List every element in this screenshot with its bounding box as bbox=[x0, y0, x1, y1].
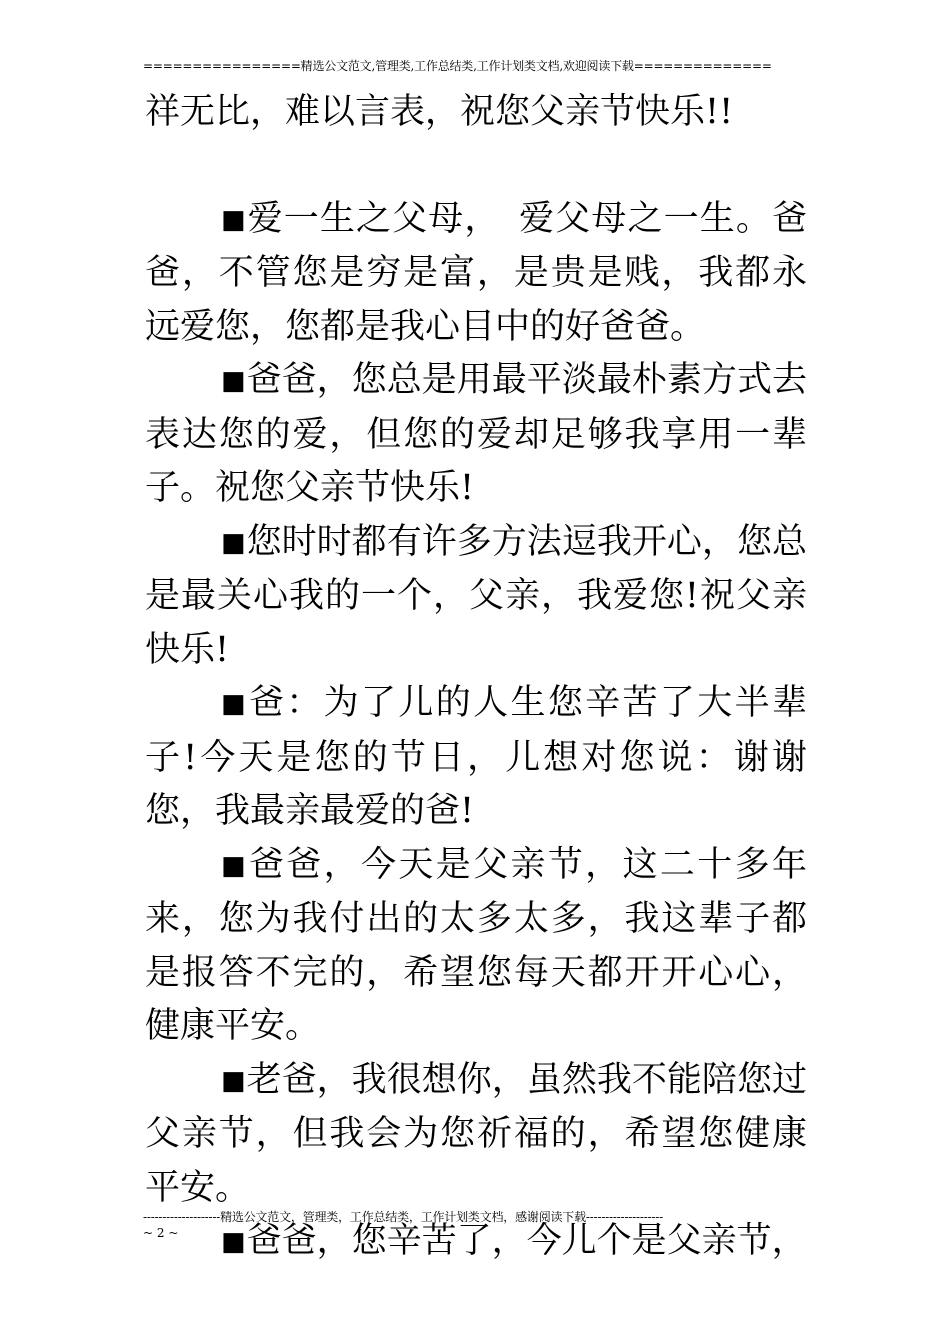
paragraph-text: 老爸，我很想你，虽然我不能陪您过父亲节，但我会为您祈福的，希望您健康平安。 bbox=[145, 1059, 807, 1208]
paragraph-text: 爱一生之父母， 爱父母之一生。爸爸，不管您是穷是富，是贵是贱，我都永远爱您，您都是我心目中的好爸爸。 bbox=[145, 198, 807, 347]
bullet-square-icon: ■ bbox=[221, 689, 248, 719]
paragraph-text: 您时时都有许多方法逗我开心，您总是最关心我的一个，父亲，我爱您!祝父亲快乐! bbox=[145, 521, 807, 670]
document-body bbox=[145, 86, 807, 1270]
paragraph-spacer bbox=[145, 140, 807, 193]
paragraph-4 bbox=[145, 677, 807, 839]
paragraph-text: 爸爸，今天是父亲节，这二十多年来，您为我付出的太多太多，我这辈子都是报答不完的，希望您每天都开开心心，健康平安。 bbox=[145, 844, 807, 1046]
paragraph-6 bbox=[145, 1054, 807, 1216]
bullet-square-icon: ■ bbox=[221, 1227, 246, 1257]
paragraph-5 bbox=[145, 839, 807, 1054]
bullet-square-icon: ■ bbox=[221, 850, 248, 881]
paragraph-1 bbox=[145, 193, 807, 355]
page-header: ================精选公文范文,管理类,工作总结类,工作计划类文档,欢迎阅读下载============== bbox=[143, 59, 772, 73]
bullet-square-icon: ■ bbox=[221, 1065, 246, 1096]
bullet-square-icon: ■ bbox=[221, 204, 247, 235]
bullet-square-icon: ■ bbox=[221, 366, 246, 396]
bullet-square-icon: ■ bbox=[221, 527, 246, 558]
paragraph-text: 爸爸，您总是用最平淡最朴素方式去表达您的爱，但您的爱却足够我享用一辈子。祝您父亲节快乐! bbox=[145, 360, 807, 508]
paragraph-2 bbox=[145, 354, 807, 516]
page-number: ~ 2 ~ bbox=[143, 1226, 179, 1240]
paragraph-text: 爸：为了儿的人生您辛苦了大半辈子!今天是您的节日，儿想对您说：谢谢您，我最亲最爱的爸! bbox=[145, 683, 807, 831]
continuation-paragraph: 祥无比，难以言表，祝您父亲节快乐!! bbox=[145, 92, 734, 132]
paragraph-3 bbox=[145, 516, 807, 678]
page-footer: --------------------精选公文范文，管理类，工作总结类，工作计划类文档，感谢阅读下载-------------------- bbox=[143, 1210, 663, 1224]
paragraph-text: 爸爸，您辛苦了，今儿个是父亲节， bbox=[246, 1221, 807, 1261]
